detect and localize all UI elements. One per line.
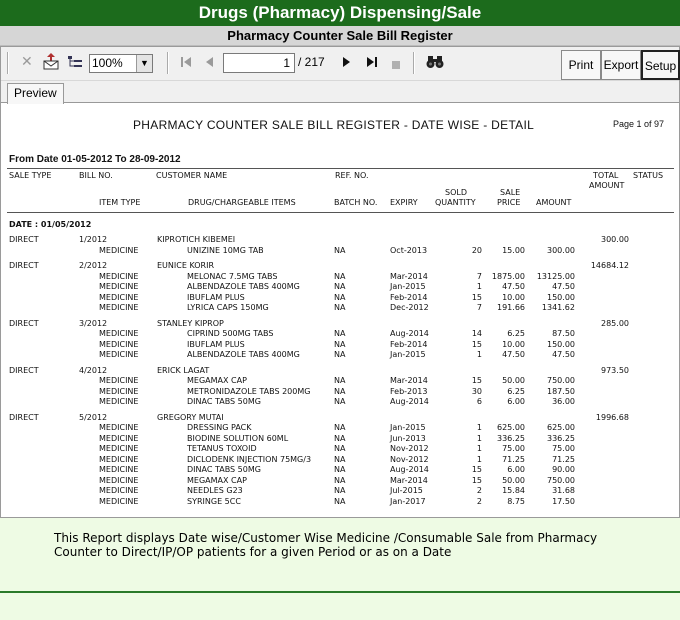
header-rule-bottom <box>7 212 674 213</box>
item-batch-no: NA <box>334 423 346 432</box>
export-button[interactable]: Export <box>601 50 641 80</box>
page-total-label: / 217 <box>298 55 325 69</box>
item-quantity: 1 <box>476 350 482 359</box>
item-quantity: 15 <box>471 475 482 485</box>
tab-preview[interactable]: Preview <box>7 83 64 104</box>
bill-sale-type: DIRECT <box>9 261 39 270</box>
footer-divider <box>0 591 680 593</box>
item-amount: 47.50 <box>552 350 575 359</box>
item-expiry: Mar-2014 <box>390 376 428 385</box>
bill-total-amount: 973.50 <box>601 365 629 375</box>
item-quantity: 2 <box>476 496 482 506</box>
item-type: MEDICINE <box>99 303 139 312</box>
item-type: MEDICINE <box>99 486 139 495</box>
item-expiry: Jul-2015 <box>390 486 423 495</box>
item-expiry: Dec-2012 <box>390 303 429 312</box>
next-page-icon[interactable] <box>343 56 351 71</box>
window-title: Drugs (Pharmacy) Dispensing/Sale <box>0 0 680 26</box>
bill-customer-name: ERICK LAGAT <box>157 365 210 375</box>
item-batch-no: NA <box>334 397 346 406</box>
item-expiry: Nov-2012 <box>390 444 429 453</box>
report-page-indicator: Page 1 of 97 <box>613 119 665 129</box>
item-quantity: 1 <box>476 444 482 453</box>
item-type: MEDICINE <box>99 475 139 485</box>
item-batch-no: NA <box>334 496 346 506</box>
header-amount: AMOUNT <box>536 198 572 207</box>
header-batch: BATCH NO. <box>334 198 378 207</box>
item-type: MEDICINE <box>99 271 139 281</box>
item-drug-name: UNIZINE 10MG TAB <box>187 245 264 255</box>
bill-customer-name: GREGORY MUTAI <box>157 412 224 422</box>
item-expiry: Jan-2015 <box>390 423 426 432</box>
item-drug-name: ALBENDAZOLE TABS 400MG <box>187 350 300 359</box>
bill-total-amount: 1996.68 <box>595 412 629 422</box>
item-sale-price: 6.00 <box>507 465 525 474</box>
zoom-select[interactable] <box>89 54 153 73</box>
bill-sale-type: DIRECT <box>9 412 39 422</box>
item-expiry: Mar-2014 <box>390 475 428 485</box>
item-type: MEDICINE <box>99 465 139 474</box>
item-amount: 750.00 <box>547 376 575 385</box>
item-amount: 300.00 <box>547 245 575 255</box>
item-quantity: 15 <box>471 292 482 302</box>
item-quantity: 1 <box>476 423 482 432</box>
item-expiry: Feb-2014 <box>390 339 428 349</box>
item-amount: 75.00 <box>552 444 575 453</box>
item-quantity: 7 <box>476 303 482 312</box>
header-sale-line1: SALE <box>500 188 521 197</box>
item-drug-name: METRONIDAZOLE TABS 200MG <box>187 386 311 396</box>
item-sale-price: 50.00 <box>502 475 525 485</box>
item-drug-name: BIODINE SOLUTION 60ML <box>187 433 289 443</box>
item-sale-price: 6.00 <box>507 397 525 406</box>
toolbar-separator <box>7 52 9 74</box>
item-expiry: Oct-2013 <box>390 245 428 255</box>
header-customer-name: CUSTOMER NAME <box>156 171 228 180</box>
report-title: PHARMACY COUNTER SALE BILL REGISTER - DATE WISE - DETAIL <box>133 118 535 132</box>
item-batch-no: NA <box>334 350 346 359</box>
header-item-type: ITEM TYPE <box>99 198 141 207</box>
item-type: MEDICINE <box>99 245 139 255</box>
header-sold-line2: QUANTITY <box>435 198 476 207</box>
report-viewer <box>0 46 680 518</box>
bill-number: 4/2012 <box>79 365 108 375</box>
report-description: This Report displays Date wise/Customer Wise Medicine /Consumable Sale from Pharmacy Counter to Direct/IP/OP patients for a given Period or as on a Date <box>54 531 598 559</box>
item-expiry: Aug-2014 <box>390 397 429 406</box>
item-type: MEDICINE <box>99 376 139 385</box>
item-drug-name: DRESSING PACK <box>187 423 252 432</box>
item-sale-price: 15.00 <box>502 245 525 255</box>
item-drug-name: TETANUS TOXOID <box>187 444 257 453</box>
item-type: MEDICINE <box>99 397 139 406</box>
item-batch-no: NA <box>334 475 346 485</box>
report-date-range: From Date 01-05-2012 To 28-09-2012 <box>9 154 181 165</box>
item-batch-no: NA <box>334 454 346 464</box>
header-drug: DRUG/CHARGEABLE ITEMS <box>188 198 296 207</box>
item-type: MEDICINE <box>99 339 139 349</box>
item-sale-price: 1875.00 <box>491 271 525 281</box>
item-amount: 71.25 <box>552 454 575 464</box>
item-amount: 17.50 <box>552 496 575 506</box>
item-drug-name: IBUFLAM PLUS <box>187 339 245 349</box>
item-expiry: Feb-2013 <box>390 386 428 396</box>
item-drug-name: SYRINGE 5CC <box>187 496 241 506</box>
item-amount: 750.00 <box>547 475 575 485</box>
item-sale-price: 336.25 <box>497 433 525 443</box>
item-sale-price: 6.25 <box>507 386 525 396</box>
toolbar-separator <box>167 52 169 74</box>
header-rule-top <box>7 168 674 169</box>
item-batch-no: NA <box>334 271 346 281</box>
item-type: MEDICINE <box>99 423 139 432</box>
item-quantity: 7 <box>476 271 482 281</box>
item-amount: 31.68 <box>552 486 575 495</box>
item-batch-no: NA <box>334 444 346 453</box>
item-batch-no: NA <box>334 486 346 495</box>
bill-number: 2/2012 <box>79 261 108 270</box>
group-tree-icon[interactable] <box>67 55 83 72</box>
item-batch-no: NA <box>334 282 346 291</box>
last-page-icon[interactable] <box>367 56 377 71</box>
print-button[interactable]: Print <box>561 50 601 80</box>
item-drug-name: LYRICA CAPS 150MG <box>187 303 269 312</box>
item-type: MEDICINE <box>99 444 139 453</box>
item-expiry: Jan-2015 <box>390 282 426 291</box>
item-amount: 187.50 <box>547 386 575 396</box>
item-expiry: Aug-2014 <box>390 465 429 474</box>
item-sale-price: 75.00 <box>502 444 525 453</box>
item-drug-name: MEGAMAX CAP <box>187 475 247 485</box>
item-amount: 90.00 <box>552 465 575 474</box>
item-sale-price: 47.50 <box>502 282 525 291</box>
header-sale-line2: PRICE <box>497 198 521 207</box>
viewer-toolbar <box>1 47 679 81</box>
item-batch-no: NA <box>334 465 346 474</box>
item-amount: 36.00 <box>552 397 575 406</box>
item-batch-no: NA <box>334 376 346 385</box>
previous-page-icon[interactable] <box>205 56 213 71</box>
item-type: MEDICINE <box>99 292 139 302</box>
item-batch-no: NA <box>334 329 346 338</box>
item-type: MEDICINE <box>99 282 139 291</box>
item-sale-price: 8.75 <box>507 496 525 506</box>
bill-number: 1/2012 <box>79 235 108 244</box>
bill-sale-type: DIRECT <box>9 365 39 375</box>
item-sale-price: 625.00 <box>497 423 525 432</box>
header-expiry: EXPIRY <box>390 198 418 207</box>
item-quantity: 1 <box>476 454 482 464</box>
item-batch-no: NA <box>334 433 346 443</box>
item-quantity: 30 <box>471 386 482 396</box>
item-amount: 625.00 <box>547 423 575 432</box>
item-sale-price: 191.66 <box>497 303 525 312</box>
item-amount: 336.25 <box>547 433 575 443</box>
binoculars-search-icon[interactable] <box>426 55 444 72</box>
item-quantity: 6 <box>476 397 482 406</box>
item-type: MEDICINE <box>99 386 139 396</box>
bill-sale-type: DIRECT <box>9 235 39 244</box>
item-expiry: Jun-2013 <box>390 433 426 443</box>
bill-customer-name: EUNICE KORIR <box>157 261 215 270</box>
toolbar-separator <box>413 52 415 74</box>
item-batch-no: NA <box>334 292 346 302</box>
item-drug-name: CIPRIND 500MG TABS <box>187 329 274 338</box>
item-batch-no: NA <box>334 245 346 255</box>
header-total-line1: TOTAL <box>593 171 619 180</box>
item-sale-price: 10.00 <box>502 292 525 302</box>
date-group-label: DATE : 01/05/2012 <box>9 220 92 229</box>
header-ref-no: REF. NO. <box>335 171 369 180</box>
item-quantity: 2 <box>476 486 482 495</box>
item-sale-price: 47.50 <box>502 350 525 359</box>
page-number-input[interactable]: 1 <box>223 53 295 73</box>
item-batch-no: NA <box>334 339 346 349</box>
zoom-value: 100% <box>92 56 123 70</box>
report-page <box>1 104 679 517</box>
bill-total-amount: 14684.12 <box>590 261 629 270</box>
bill-sale-type: DIRECT <box>9 318 39 328</box>
item-drug-name: DINAC TABS 50MG <box>187 397 261 406</box>
bill-number: 3/2012 <box>79 318 108 328</box>
item-drug-name: DICLODENK INJECTION 75MG/3 <box>187 454 312 464</box>
item-amount: 1341.62 <box>541 303 575 312</box>
bill-customer-name: KIPROTICH KIBEMEI <box>157 235 236 244</box>
item-drug-name: IBUFLAM PLUS <box>187 292 245 302</box>
item-amount: 87.50 <box>552 329 575 338</box>
item-expiry: Mar-2014 <box>390 271 428 281</box>
item-type: MEDICINE <box>99 329 139 338</box>
item-amount: 150.00 <box>547 339 575 349</box>
item-amount: 47.50 <box>552 282 575 291</box>
item-sale-price: 6.25 <box>507 329 525 338</box>
item-drug-name: MEGAMAX CAP <box>187 376 247 385</box>
item-type: MEDICINE <box>99 433 139 443</box>
item-amount: 13125.00 <box>536 271 575 281</box>
header-total-line2: AMOUNT <box>589 181 625 190</box>
item-type: MEDICINE <box>99 454 139 464</box>
item-sale-price: 10.00 <box>502 339 525 349</box>
viewer-tab-row <box>1 81 679 103</box>
item-type: MEDICINE <box>99 350 139 359</box>
item-sale-price: 15.84 <box>502 486 525 495</box>
item-drug-name: DINAC TABS 50MG <box>187 465 261 474</box>
bill-total-amount: 300.00 <box>601 235 629 244</box>
item-expiry: Nov-2012 <box>390 454 429 464</box>
export-envelope-icon[interactable] <box>43 52 59 73</box>
bill-number: 5/2012 <box>79 412 108 422</box>
item-expiry: Feb-2014 <box>390 292 428 302</box>
item-quantity: 1 <box>476 433 482 443</box>
stop-icon[interactable] <box>392 58 400 72</box>
item-expiry: Aug-2014 <box>390 329 429 338</box>
bill-total-amount: 285.00 <box>601 318 629 328</box>
item-expiry: Jan-2015 <box>390 350 426 359</box>
header-status: STATUS <box>633 171 664 180</box>
header-sold-line1: SOLD <box>445 188 467 197</box>
item-drug-name: ALBENDAZOLE TABS 400MG <box>187 282 300 291</box>
item-quantity: 1 <box>476 282 482 291</box>
bill-customer-name: STANLEY KIPROP <box>157 318 224 328</box>
item-expiry: Jan-2017 <box>390 496 426 506</box>
first-page-icon[interactable] <box>181 56 191 71</box>
setup-button[interactable]: Setup <box>641 50 680 80</box>
header-sale-type: SALE TYPE <box>9 171 52 180</box>
chevron-down-icon[interactable]: ▼ <box>136 55 152 72</box>
item-quantity: 14 <box>471 329 482 338</box>
item-drug-name: MELONAC 7.5MG TABS <box>187 271 278 281</box>
close-report-icon[interactable]: ✕ <box>21 54 33 70</box>
item-quantity: 15 <box>471 339 482 349</box>
window-subtitle: Pharmacy Counter Sale Bill Register <box>0 26 680 46</box>
item-quantity: 15 <box>471 376 482 385</box>
item-amount: 150.00 <box>547 292 575 302</box>
header-bill-no: BILL NO. <box>79 171 113 180</box>
item-quantity: 20 <box>471 245 482 255</box>
item-sale-price: 71.25 <box>502 454 525 464</box>
item-type: MEDICINE <box>99 496 139 506</box>
item-batch-no: NA <box>334 303 346 312</box>
item-drug-name: NEEDLES G23 <box>187 486 243 495</box>
item-sale-price: 50.00 <box>502 376 525 385</box>
footer-panel <box>0 518 680 620</box>
item-quantity: 15 <box>471 465 482 474</box>
item-batch-no: NA <box>334 386 346 396</box>
